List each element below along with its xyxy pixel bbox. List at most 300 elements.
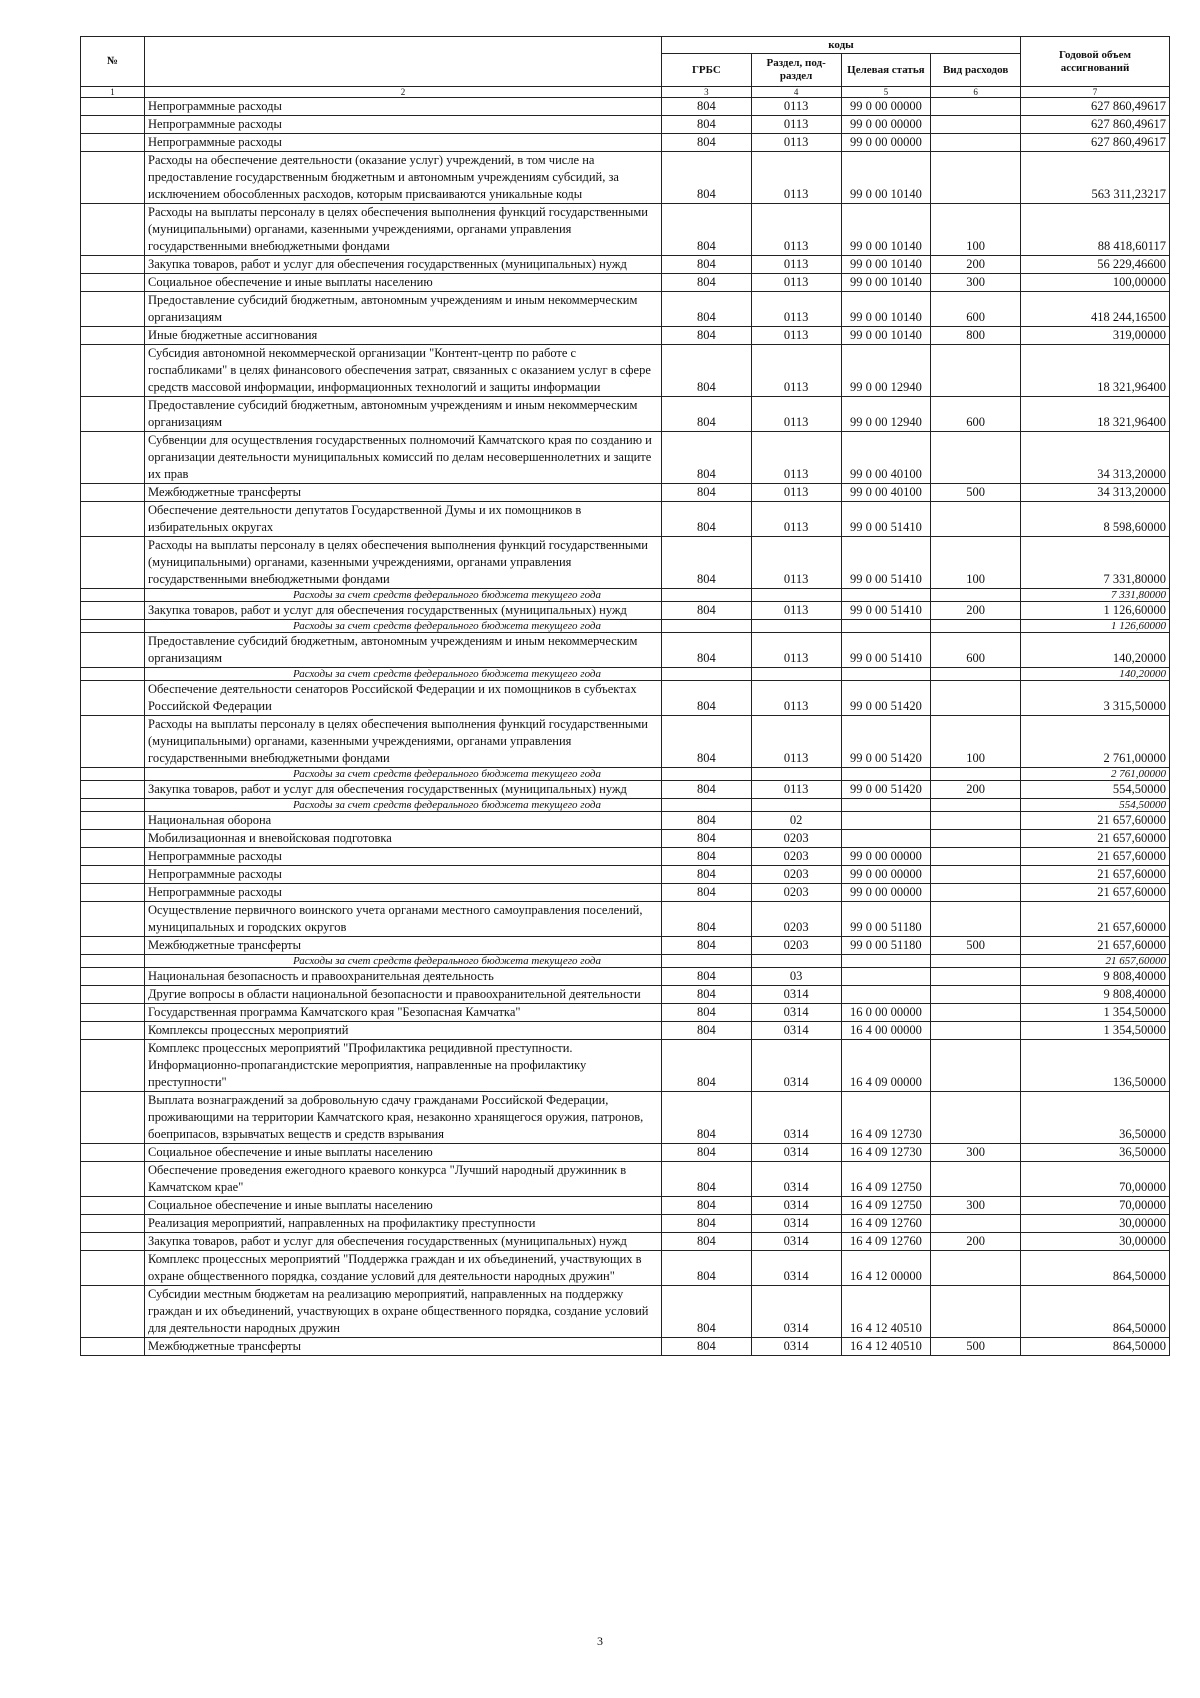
table-row <box>81 937 1170 955</box>
row-grbs-cell: 804 <box>662 432 752 484</box>
row-grbs-cell: 804 <box>662 1286 752 1338</box>
row-amount-cell: 34 313,20000 <box>1021 484 1170 502</box>
row-kind-cell: 800 <box>931 327 1021 345</box>
row-section-cell: 0113 <box>751 345 841 397</box>
row-section-cell: 0203 <box>751 937 841 955</box>
row-amount-cell: 21 657,60000 <box>1021 848 1170 866</box>
row-article-cell: 99 0 00 00000 <box>841 848 931 866</box>
table-row <box>81 1092 1170 1144</box>
row-article-cell <box>841 812 931 830</box>
header-name-blank <box>145 37 662 87</box>
row-kind-cell <box>931 799 1021 812</box>
federal-funds-row <box>81 955 1170 968</box>
row-article-cell: 99 0 00 00000 <box>841 98 931 116</box>
row-grbs-cell: 804 <box>662 602 752 620</box>
row-number-cell <box>81 1233 145 1251</box>
column-index: 1 <box>81 87 145 98</box>
row-section-cell <box>751 768 841 781</box>
row-amount-cell: 8 598,60000 <box>1021 502 1170 537</box>
row-name-cell: Непрограммные расходы <box>145 98 662 116</box>
table-row <box>81 1233 1170 1251</box>
row-amount-cell: 1 354,50000 <box>1021 1022 1170 1040</box>
row-amount-cell: 864,50000 <box>1021 1286 1170 1338</box>
row-section-cell <box>751 668 841 681</box>
row-name-cell: Закупка товаров, работ и услуг для обеспечения государственных (муниципальных) нужд <box>145 1233 662 1251</box>
row-grbs-cell: 804 <box>662 1040 752 1092</box>
row-amount-cell: 36,50000 <box>1021 1144 1170 1162</box>
row-article-cell <box>841 799 931 812</box>
row-grbs-cell: 804 <box>662 716 752 768</box>
row-name-cell: Предоставление субсидий бюджетным, автономным учреждениям и иным некоммерческим организациям <box>145 292 662 327</box>
row-article-cell: 99 0 00 40100 <box>841 432 931 484</box>
row-amount-cell: 1 126,60000 <box>1021 602 1170 620</box>
row-kind-cell <box>931 812 1021 830</box>
table-row <box>81 432 1170 484</box>
row-article-cell: 99 0 00 00000 <box>841 884 931 902</box>
row-section-cell: 0314 <box>751 1022 841 1040</box>
table-row <box>81 1144 1170 1162</box>
table-row <box>81 681 1170 716</box>
row-amount-cell: 627 860,49617 <box>1021 98 1170 116</box>
table-header <box>81 37 1170 98</box>
row-kind-cell <box>931 432 1021 484</box>
row-amount-cell: 21 657,60000 <box>1021 830 1170 848</box>
row-article-cell: 99 0 00 51420 <box>841 716 931 768</box>
row-amount-cell: 554,50000 <box>1021 799 1170 812</box>
row-amount-cell: 1 354,50000 <box>1021 1004 1170 1022</box>
row-number-cell <box>81 1092 145 1144</box>
row-section-cell: 0113 <box>751 681 841 716</box>
row-number-cell <box>81 589 145 602</box>
row-article-cell: 16 4 09 12730 <box>841 1144 931 1162</box>
row-kind-cell: 600 <box>931 633 1021 668</box>
row-section-cell: 0113 <box>751 781 841 799</box>
row-section-cell: 0203 <box>751 848 841 866</box>
row-amount-cell: 21 657,60000 <box>1021 884 1170 902</box>
row-grbs-cell: 804 <box>662 1004 752 1022</box>
federal-funds-row <box>81 589 1170 602</box>
row-kind-cell <box>931 681 1021 716</box>
row-kind-cell <box>931 1286 1021 1338</box>
row-section-cell <box>751 955 841 968</box>
row-section-cell: 0113 <box>751 716 841 768</box>
row-name-cell: Расходы на выплаты персоналу в целях обеспечения выполнения функций государственными (муниципальными) органами, казенными учреждениями, органами управления государственными внебюджетными фондами <box>145 537 662 589</box>
row-name-cell: Предоставление субсидий бюджетным, автономным учреждениям и иным некоммерческим организациям <box>145 397 662 432</box>
row-amount-cell: 563 311,23217 <box>1021 152 1170 204</box>
row-grbs-cell: 804 <box>662 781 752 799</box>
table-row <box>81 484 1170 502</box>
row-amount-cell: 36,50000 <box>1021 1092 1170 1144</box>
row-name-cell: Непрограммные расходы <box>145 134 662 152</box>
row-kind-cell <box>931 152 1021 204</box>
row-amount-cell: 21 657,60000 <box>1021 902 1170 937</box>
row-grbs-cell: 804 <box>662 1251 752 1286</box>
row-grbs-cell: 804 <box>662 866 752 884</box>
row-number-cell <box>81 1338 145 1356</box>
row-amount-cell: 30,00000 <box>1021 1233 1170 1251</box>
row-grbs-cell: 804 <box>662 1092 752 1144</box>
row-name-cell: Расходы на выплаты персоналу в целях обеспечения выполнения функций государственными (муниципальными) органами, казенными учреждениями, органами управления государственными внебюджетными фондами <box>145 204 662 256</box>
row-name-cell: Комплекс процессных мероприятий "Поддержка граждан и их объединений, участвующих в охране общественного порядка, создание условий для деятельности народных дружин" <box>145 1251 662 1286</box>
row-section-cell: 03 <box>751 968 841 986</box>
table-row <box>81 1040 1170 1092</box>
row-name-cell: Национальная безопасность и правоохранительная деятельность <box>145 968 662 986</box>
row-number-cell <box>81 537 145 589</box>
row-number-cell <box>81 681 145 716</box>
row-grbs-cell: 804 <box>662 830 752 848</box>
table-row <box>81 397 1170 432</box>
row-kind-cell <box>931 1022 1021 1040</box>
row-name-cell: Закупка товаров, работ и услуг для обеспечения государственных (муниципальных) нужд <box>145 256 662 274</box>
row-section-cell: 02 <box>751 812 841 830</box>
row-number-cell <box>81 866 145 884</box>
row-name-cell: Расходы за счет средств федерального бюджета текущего года <box>145 620 662 633</box>
row-amount-cell: 70,00000 <box>1021 1162 1170 1197</box>
row-grbs-cell: 804 <box>662 812 752 830</box>
row-kind-cell: 300 <box>931 1144 1021 1162</box>
row-section-cell: 0314 <box>751 1162 841 1197</box>
table-row <box>81 902 1170 937</box>
row-article-cell: 99 0 00 12940 <box>841 397 931 432</box>
row-amount-cell: 100,00000 <box>1021 274 1170 292</box>
row-article-cell: 99 0 00 51410 <box>841 633 931 668</box>
row-number-cell <box>81 1286 145 1338</box>
row-section-cell: 0314 <box>751 1251 841 1286</box>
row-article-cell: 16 4 12 40510 <box>841 1286 931 1338</box>
row-article-cell: 99 0 00 51410 <box>841 502 931 537</box>
row-number-cell <box>81 781 145 799</box>
row-article-cell: 16 4 09 12760 <box>841 1233 931 1251</box>
row-grbs-cell: 804 <box>662 681 752 716</box>
row-amount-cell: 18 321,96400 <box>1021 397 1170 432</box>
row-number-cell <box>81 152 145 204</box>
row-kind-cell: 100 <box>931 716 1021 768</box>
row-article-cell: 16 4 12 00000 <box>841 1251 931 1286</box>
row-grbs-cell <box>662 768 752 781</box>
row-grbs-cell: 804 <box>662 256 752 274</box>
row-number-cell <box>81 98 145 116</box>
row-section-cell: 0113 <box>751 274 841 292</box>
row-grbs-cell <box>662 620 752 633</box>
row-grbs-cell: 804 <box>662 1144 752 1162</box>
row-number-cell <box>81 502 145 537</box>
row-section-cell: 0203 <box>751 866 841 884</box>
row-article-cell: 16 4 09 12730 <box>841 1092 931 1144</box>
row-grbs-cell: 804 <box>662 1022 752 1040</box>
row-section-cell: 0314 <box>751 1144 841 1162</box>
row-article-cell: 99 0 00 00000 <box>841 116 931 134</box>
row-number-cell <box>81 1197 145 1215</box>
row-section-cell: 0113 <box>751 432 841 484</box>
row-article-cell: 99 0 00 51410 <box>841 602 931 620</box>
row-article-cell: 16 4 00 00000 <box>841 1022 931 1040</box>
row-number-cell <box>81 1215 145 1233</box>
row-number-cell <box>81 1162 145 1197</box>
table-row <box>81 848 1170 866</box>
row-article-cell: 99 0 00 10140 <box>841 274 931 292</box>
table-row <box>81 116 1170 134</box>
row-number-cell <box>81 986 145 1004</box>
row-kind-cell: 500 <box>931 1338 1021 1356</box>
row-section-cell: 0314 <box>751 1197 841 1215</box>
row-amount-cell: 21 657,60000 <box>1021 812 1170 830</box>
row-grbs-cell: 804 <box>662 1162 752 1197</box>
row-amount-cell: 88 418,60117 <box>1021 204 1170 256</box>
row-section-cell <box>751 799 841 812</box>
row-article-cell: 99 0 00 00000 <box>841 866 931 884</box>
row-kind-cell <box>931 116 1021 134</box>
row-section-cell: 0314 <box>751 1233 841 1251</box>
row-name-cell: Мобилизационная и вневойсковая подготовка <box>145 830 662 848</box>
row-section-cell: 0113 <box>751 152 841 204</box>
header-section: Раздел, под-раздел <box>751 54 841 87</box>
row-amount-cell: 21 657,60000 <box>1021 937 1170 955</box>
table-row <box>81 1215 1170 1233</box>
row-section-cell <box>751 589 841 602</box>
row-section-cell: 0113 <box>751 602 841 620</box>
row-amount-cell: 627 860,49617 <box>1021 134 1170 152</box>
row-kind-cell <box>931 589 1021 602</box>
row-grbs-cell: 804 <box>662 397 752 432</box>
row-section-cell: 0113 <box>751 204 841 256</box>
table-row <box>81 1251 1170 1286</box>
row-section-cell: 0314 <box>751 1092 841 1144</box>
row-grbs-cell: 804 <box>662 537 752 589</box>
table-row <box>81 968 1170 986</box>
row-number-cell <box>81 327 145 345</box>
row-kind-cell <box>931 866 1021 884</box>
row-name-cell: Расходы за счет средств федерального бюджета текущего года <box>145 955 662 968</box>
row-name-cell: Расходы за счет средств федерального бюджета текущего года <box>145 768 662 781</box>
column-index-row <box>81 87 1170 98</box>
row-section-cell: 0314 <box>751 986 841 1004</box>
row-kind-cell <box>931 1162 1021 1197</box>
row-amount-cell: 2 761,00000 <box>1021 768 1170 781</box>
row-article-cell: 99 0 00 10140 <box>841 204 931 256</box>
row-number-cell <box>81 884 145 902</box>
row-kind-cell <box>931 1004 1021 1022</box>
table-row <box>81 256 1170 274</box>
row-kind-cell <box>931 668 1021 681</box>
row-kind-cell: 500 <box>931 937 1021 955</box>
row-number-cell <box>81 345 145 397</box>
row-amount-cell: 864,50000 <box>1021 1338 1170 1356</box>
row-kind-cell <box>931 98 1021 116</box>
federal-funds-row <box>81 768 1170 781</box>
row-article-cell: 99 0 00 51180 <box>841 937 931 955</box>
header-codes: коды <box>662 37 1021 54</box>
row-grbs-cell: 804 <box>662 968 752 986</box>
row-kind-cell <box>931 134 1021 152</box>
row-grbs-cell: 804 <box>662 204 752 256</box>
row-article-cell: 99 0 00 51410 <box>841 537 931 589</box>
budget-table <box>80 36 1170 1356</box>
header-grbs: ГРБС <box>662 54 752 87</box>
table-row <box>81 345 1170 397</box>
row-kind-cell <box>931 955 1021 968</box>
row-grbs-cell: 804 <box>662 1338 752 1356</box>
row-amount-cell: 21 657,60000 <box>1021 955 1170 968</box>
row-section-cell: 0113 <box>751 502 841 537</box>
row-section-cell: 0113 <box>751 327 841 345</box>
row-name-cell: Расходы за счет средств федерального бюджета текущего года <box>145 589 662 602</box>
row-grbs-cell: 804 <box>662 902 752 937</box>
row-grbs-cell: 804 <box>662 1233 752 1251</box>
row-number-cell <box>81 848 145 866</box>
row-kind-cell <box>931 968 1021 986</box>
federal-funds-row <box>81 620 1170 633</box>
row-grbs-cell: 804 <box>662 484 752 502</box>
row-kind-cell <box>931 345 1021 397</box>
row-kind-cell: 300 <box>931 274 1021 292</box>
row-grbs-cell: 804 <box>662 98 752 116</box>
row-amount-cell: 140,20000 <box>1021 633 1170 668</box>
row-kind-cell: 600 <box>931 292 1021 327</box>
row-article-cell: 99 0 00 00000 <box>841 134 931 152</box>
table-row <box>81 274 1170 292</box>
row-amount-cell: 9 808,40000 <box>1021 986 1170 1004</box>
row-article-cell <box>841 620 931 633</box>
row-grbs-cell: 804 <box>662 937 752 955</box>
row-amount-cell: 7 331,80000 <box>1021 589 1170 602</box>
row-article-cell: 16 4 12 40510 <box>841 1338 931 1356</box>
row-number-cell <box>81 134 145 152</box>
table-row <box>81 1162 1170 1197</box>
federal-funds-row <box>81 668 1170 681</box>
table-body <box>81 98 1170 1356</box>
row-number-cell <box>81 955 145 968</box>
row-number-cell <box>81 633 145 668</box>
row-kind-cell <box>931 902 1021 937</box>
row-section-cell <box>751 620 841 633</box>
row-amount-cell: 3 315,50000 <box>1021 681 1170 716</box>
row-section-cell: 0203 <box>751 830 841 848</box>
row-kind-cell <box>931 1092 1021 1144</box>
row-grbs-cell <box>662 668 752 681</box>
row-grbs-cell: 804 <box>662 152 752 204</box>
header-article: Целевая статья <box>841 54 931 87</box>
row-name-cell: Закупка товаров, работ и услуг для обеспечения государственных (муниципальных) нужд <box>145 781 662 799</box>
row-kind-cell <box>931 830 1021 848</box>
table-row <box>81 1197 1170 1215</box>
row-name-cell: Непрограммные расходы <box>145 848 662 866</box>
row-article-cell: 99 0 00 10140 <box>841 292 931 327</box>
row-article-cell: 99 0 00 10140 <box>841 256 931 274</box>
row-amount-cell: 21 657,60000 <box>1021 866 1170 884</box>
row-amount-cell: 56 229,46600 <box>1021 256 1170 274</box>
row-article-cell: 16 4 09 12750 <box>841 1162 931 1197</box>
row-article-cell: 16 4 09 12750 <box>841 1197 931 1215</box>
row-number-cell <box>81 620 145 633</box>
row-article-cell <box>841 589 931 602</box>
row-grbs-cell: 804 <box>662 134 752 152</box>
row-section-cell: 0203 <box>751 884 841 902</box>
row-article-cell: 16 4 09 12760 <box>841 1215 931 1233</box>
row-name-cell: Социальное обеспечение и иные выплаты населению <box>145 1197 662 1215</box>
row-amount-cell: 18 321,96400 <box>1021 345 1170 397</box>
row-name-cell: Социальное обеспечение и иные выплаты населению <box>145 1144 662 1162</box>
row-amount-cell: 2 761,00000 <box>1021 716 1170 768</box>
row-section-cell: 0113 <box>751 537 841 589</box>
row-kind-cell: 600 <box>931 397 1021 432</box>
row-section-cell: 0314 <box>751 1338 841 1356</box>
row-number-cell <box>81 256 145 274</box>
table-row <box>81 502 1170 537</box>
row-name-cell: Межбюджетные трансферты <box>145 937 662 955</box>
row-amount-cell: 9 808,40000 <box>1021 968 1170 986</box>
row-grbs-cell: 804 <box>662 327 752 345</box>
row-amount-cell: 319,00000 <box>1021 327 1170 345</box>
row-kind-cell <box>931 502 1021 537</box>
row-kind-cell: 100 <box>931 204 1021 256</box>
column-index: 2 <box>145 87 662 98</box>
row-amount-cell: 30,00000 <box>1021 1215 1170 1233</box>
row-kind-cell: 200 <box>931 1233 1021 1251</box>
row-name-cell: Расходы на обеспечение деятельности (оказание услуг) учреждений, в том числе на предоставление государственным бюджетным и автономным учреждениям субсидий, за исключением обособленных расходов, которым присваиваются уникальные коды <box>145 152 662 204</box>
row-name-cell: Предоставление субсидий бюджетным, автономным учреждениям и иным некоммерческим организациям <box>145 633 662 668</box>
row-name-cell: Обеспечение деятельности сенаторов Российской Федерации и их помощников в субъектах Российской Федерации <box>145 681 662 716</box>
row-name-cell: Иные бюджетные ассигнования <box>145 327 662 345</box>
row-section-cell: 0113 <box>751 98 841 116</box>
row-kind-cell <box>931 884 1021 902</box>
header-kind: Вид расходов <box>931 54 1021 87</box>
row-number-cell <box>81 799 145 812</box>
row-name-cell: Непрограммные расходы <box>145 884 662 902</box>
row-article-cell: 99 0 00 10140 <box>841 327 931 345</box>
table-row <box>81 204 1170 256</box>
row-number-cell <box>81 432 145 484</box>
row-name-cell: Субвенции для осуществления государственных полномочий Камчатского края по созданию и организации деятельности муниципальных комиссий по делам несовершеннолетних и защите их прав <box>145 432 662 484</box>
row-kind-cell: 100 <box>931 537 1021 589</box>
row-name-cell: Выплата вознаграждений за добровольную сдачу гражданами Российской Федерации, проживающими на территории Камчатского края, незаконно хранящегося оружия, патронов, боеприпасов, взрывчатых веществ и средств взрывания <box>145 1092 662 1144</box>
row-name-cell: Осуществление первичного воинского учета органами местного самоуправления поселений, муниципальных и городских округов <box>145 902 662 937</box>
row-section-cell: 0113 <box>751 116 841 134</box>
row-section-cell: 0203 <box>751 902 841 937</box>
row-kind-cell <box>931 1040 1021 1092</box>
row-grbs-cell: 804 <box>662 502 752 537</box>
table-row <box>81 986 1170 1004</box>
federal-funds-row <box>81 799 1170 812</box>
row-article-cell: 99 0 00 51180 <box>841 902 931 937</box>
row-article-cell <box>841 955 931 968</box>
row-article-cell <box>841 830 931 848</box>
row-kind-cell: 500 <box>931 484 1021 502</box>
row-grbs-cell <box>662 589 752 602</box>
row-amount-cell: 1 126,60000 <box>1021 620 1170 633</box>
row-number-cell <box>81 812 145 830</box>
column-index: 4 <box>751 87 841 98</box>
row-grbs-cell: 804 <box>662 986 752 1004</box>
row-number-cell <box>81 716 145 768</box>
table-row <box>81 98 1170 116</box>
row-number-cell <box>81 292 145 327</box>
header-num: № <box>81 37 145 87</box>
row-number-cell <box>81 1004 145 1022</box>
row-amount-cell: 136,50000 <box>1021 1040 1170 1092</box>
row-kind-cell: 300 <box>931 1197 1021 1215</box>
row-kind-cell: 200 <box>931 602 1021 620</box>
column-index: 7 <box>1021 87 1170 98</box>
row-amount-cell: 34 313,20000 <box>1021 432 1170 484</box>
row-number-cell <box>81 1040 145 1092</box>
row-amount-cell: 554,50000 <box>1021 781 1170 799</box>
table-row <box>81 1004 1170 1022</box>
row-grbs-cell: 804 <box>662 292 752 327</box>
table-row <box>81 602 1170 620</box>
row-name-cell: Межбюджетные трансферты <box>145 484 662 502</box>
row-article-cell: 99 0 00 10140 <box>841 152 931 204</box>
row-name-cell: Государственная программа Камчатского края "Безопасная Камчатка" <box>145 1004 662 1022</box>
